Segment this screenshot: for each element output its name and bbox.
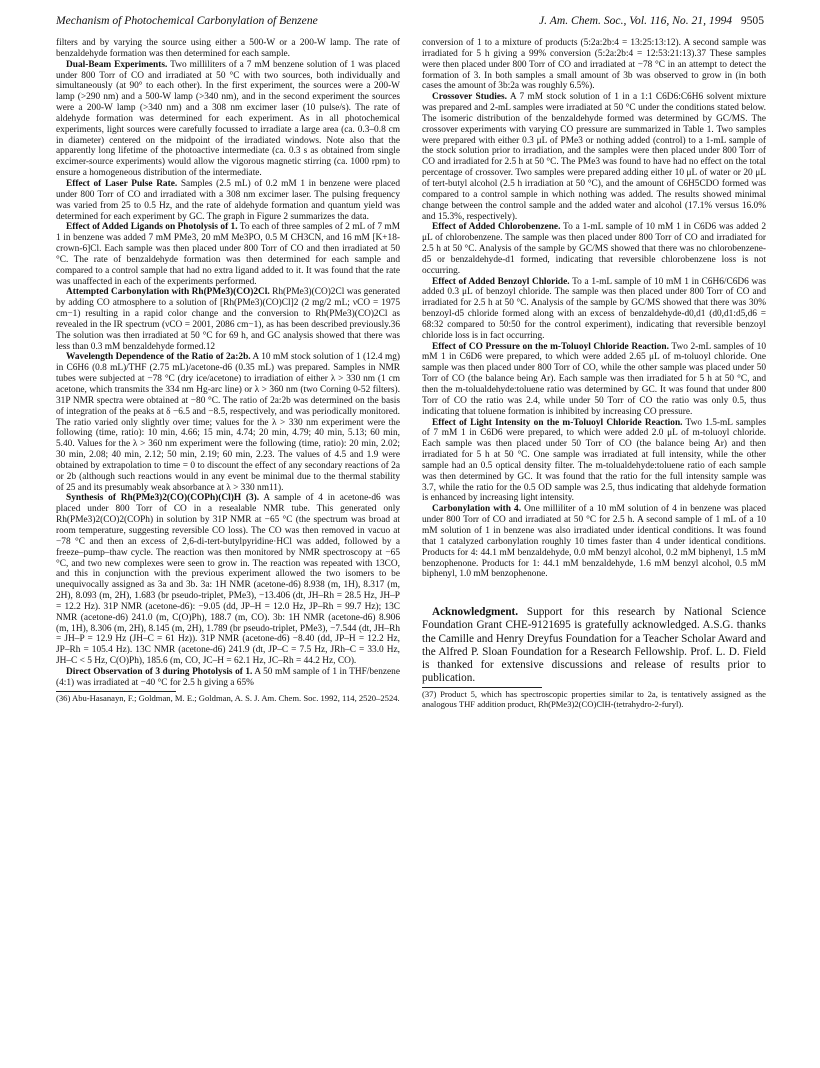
acknowledgment-text: Support for this research by National Science Foundation Grant CHE-9121695 is gratefully acknowledged. A.S.G. thanks the Camille and Henry Dreyfus Foundation for a Teacher Scholar Award and the Alfred P. Sloan Foundation for a Research Fellowship. Prof. L. D. Field is thanked for extensive discussions and release of results prior to publication.	[422, 606, 766, 685]
running-header	[56, 14, 764, 32]
right-column	[422, 38, 766, 709]
paragraph-text: One milliliter of a 10 mM solution of 4 in benzene was placed under 800 Torr of CO and irradiated at 50 °C for 2.5 h. A second sample of 1 mL of a 10 mM solution of 1 in benzene was also irradiated under identical conditions. It was found that 1 catalyzed carbonylation roughly 10 times faster than 4 under identical conditions. Products for 4: 44.1 mM benzaldehyde, 0.0 mM benzyl alcohol, 0.2 mM biphenyl, 1.5 mM benzophenone. Products for 1: 44.1 mM benzaldehyde, 1.6 mM benzyl alcohol, 0.5 mM biphenyl, 1.0 mM benzophenone.	[422, 504, 766, 580]
left-column	[56, 38, 400, 703]
run-in-heading: Dual-Beam Experiments.	[66, 59, 168, 70]
paragraph-text: filters and by varying the source using either a 500-W or a 200-W lamp. The rate of benzaldehyde formation was then determined for each sample.	[56, 38, 400, 59]
paragraph-text: Rh(PMe3)(CO)2Cl was generated by adding CO atmosphere to a solution of [Rh(PMe3)(CO)Cl]2 (2 mg/2 mL; νCO = 1975 cm−1) resulting in a rapid color change and the conversion to Rh(PMe3)(CO)2Cl as revealed in the IR spectrum (νCO = 2001, 2086 cm−1), as has been described previously.36 The solution was then irradiated at 50 °C for 69 h, and GC analysis showed that there was less than 0.3 mM benzaldehyde formed.12	[56, 287, 400, 352]
paragraph	[56, 179, 400, 222]
run-in-heading: Effect of Laser Pulse Rate.	[66, 178, 178, 189]
run-in-heading: Direct Observation of 3 during Photolysis of 1.	[66, 666, 253, 677]
paragraph-text: To a 1-mL sample of 10 mM 1 in C6D6 was added 2 μL of chlorobenzene. The sample was then placed under 800 Torr of CO and irradiated for 2.5 h at 50 °C. Analysis of the sample by GC/MS showed that there was no chlorobenzene-d5 or benzaldehyde-d1 formed, indicating that reversible chlorobenzene loss is not occurring.	[422, 222, 766, 276]
paragraph	[422, 277, 766, 342]
paragraph	[56, 60, 400, 179]
run-in-heading: Synthesis of Rh(PMe3)2(CO)(COPh)(Cl)H (3).	[66, 493, 260, 504]
paragraph	[56, 38, 400, 60]
footnote: (37) Product 5, which has spectroscopic properties similar to 2a, is tentatively assigned as the analogous THF addition product, Rh(PMe3)2(CO)ClH-(tetrahydro-2-furyl).	[422, 689, 766, 710]
paragraph-text: A 10 mM stock solution of 1 (12.4 mg) in C6H6 (0.8 mL)/THF (2.75 mL)/acetone-d6 (0.35 mL) was prepared. Samples in NMR tubes were subjected at −78 °C (dry ice/acetone) to irradiation of either λ > 330 nm (1 cm acetone, which transmits the 334 nm Hg-arc line) or λ > 360 nm (two Corning 0-52 filters). 31P NMR spectra were obtained at −80 °C. The ratio of 2a:2b was determined on the basis of integration of the peaks at δ −6.5 and −8.5, respectively, and was periodically monitored. The ratio varied only slightly over time; values for the λ > 330 nm experiment were the following (time, ratio): 10 min, 4.66; 15 min, 4.74; 20 min, 4.79; 40 min, 5.13; 60 min, 5.40. Values for the λ > 360 nm experiment were the following (time, ratio): 20 min, 2.02; 30 min, 2.08; 40 min, 2.12; 50 min, 2.19; 60 min, 2.23. The values of 4.5 and 1.9 were obtained by extrapolation to time = 0 to discount the effect of any secondary reactions of 2a or 2b (although such reactions would in any event be minimal due to the thermal stability of 25 and its presumably weak absorbance at λ > 330 nm11).	[56, 352, 400, 493]
acknowledgment-heading: Acknowledgment.	[432, 606, 519, 619]
paragraph-text: conversion of 1 to a mixture of products (5:2a:2b:4 = 13:25:13:12). A second sample was irradiated for 5 h giving a 99% conversion (5:2a:2b:4 = 12:53:21:13).37 These samples were then placed under 800 Torr of CO and irradiated at −78 °C in an attempt to detect the formation of 3. In both samples a small amount of 3b was observed to grow in (in both cases the amount of 3b:2a was roughly 6.5%).	[422, 38, 766, 92]
run-in-heading: Effect of Added Ligands on Photolysis of 1.	[66, 222, 238, 233]
paragraph	[422, 504, 766, 580]
journal-name: J. Am. Chem. Soc., Vol. 116, No. 21, 1994	[539, 14, 733, 27]
run-in-heading: Attempted Carbonylation with Rh(PMe3)(CO)2Cl.	[66, 287, 270, 298]
run-in-heading: Carbonylation with 4.	[432, 504, 522, 515]
paragraph	[422, 342, 766, 418]
page-number: 9505	[740, 14, 764, 27]
paragraph-text: Samples (2.5 mL) of 0.2 mM 1 in benzene were placed under 800 Torr of CO and irradiated with a 308 nm excimer laser. The pulsing frequency was varied from 25 to 0.5 Hz, and the rate of aldehyde formation and quantum yield was determined for each experiment by GC. The graph in Figure 2 summarizes the data.	[56, 178, 400, 222]
paragraph-text: Two 1.5-mL samples of 7 mM 1 in C6D6 were prepared, to which were added 2.0 μL of m-toluoyl chloride. Each sample was then placed under 50 Torr of CO (the balance being Ar) and then irradiated for 5 h at 50 °C. One sample was irradiated at full intensity, while the other sample had an 0.5 optical density filter. The m-tolualdehyde:toluene ratio of each sample was then determined by GC. It was found that the ratio for the full intensity sample was 3.7, while the ratio for the 0.5 OD sample was 2.5, thus indicating that aldehyde formation is enhanced by increasing light intensity.	[422, 417, 766, 504]
footnote-rule	[422, 687, 542, 688]
paragraph-text: A 50 mM sample of 1 in THF/benzene (4:1) was irradiated at −40 °C for 2.5 h giving a 65%	[56, 666, 400, 688]
paragraph	[422, 92, 766, 222]
run-in-heading: Effect of Added Chlorobenzene.	[432, 222, 561, 233]
paragraph	[56, 667, 400, 689]
paragraph-text: Two milliliters of a 7 mM benzene solution of 1 was placed under 800 Torr of CO and irradiated at 50 °C with two sources, both individually and simultaneously (at 90° to each other). In the first experiment, the sources were a 200-W lamp (>290 nm) and a 500-W lamp (>340 nm), and in the second experiment the sources were a 200-W lamp (>340 nm) and a 308 nm excimer laser (10 pulse/s). The rate of aldehyde formation was determined for each experiment. As in all photochemical experiments, light sources were carefully focussed to irradiate a large area (ca. 0.3–0.8 cm in diameter) centered on the midpoint of the irradiated windows. Note also that the apparently long lifetime of the photoactive intermediate (ca. 0.3 s as obtained from single excimer-source experiments) would allow the vigorous magnetic stirring (ca. 1000 rpm) to ensure a homogeneous distribution of the intermediate.	[56, 59, 400, 179]
paragraph	[422, 38, 766, 92]
footnote: (36) Abu-Hasanayn, F.; Goldman, M. E.; Goldman, A. S. J. Am. Chem. Soc. 1992, 114, 2520–2524.	[56, 692, 400, 703]
paragraph-text: A 7 mM stock solution of 1 in a 1:1 C6D6:C6H6 solvent mixture was prepared and 2-mL samples were irradiated at 50 °C under the conditions stated below. The isomeric distribution of the benzaldehyde formed was determined by GC/MS. The crossover experiments with varying CO pressure are summarized in Table 1. Two samples were prepared with either 0.3 μL of PMe3 or nothing added (control) to a 1-mL sample of the stock solution prior to irradiation, and the samples were then placed under 800 Torr of CO and irradiated for 2.5 h at 50 °C. The PMe3 was found to have had no effect on the total percentage of crossover. Two samples were prepared adding either 10 μL of water or 20 μL of tert-butyl alcohol (2.5 h irradiation at 50 °C), and the amount of C6H5CDO formed was compared to a control sample in which nothing was added. The results showed minimal change between the control sample and the added water and alcohol (17.1% versus 16.0% and 15.3%, respectively).	[422, 92, 766, 222]
paragraph	[56, 287, 400, 352]
paragraph-text: A sample of 4 in acetone-d6 was placed under 800 Torr of CO in a resealable NMR tube. This generated only Rh(PMe3)2(CO)2(COPh) in solution by 31P NMR at −65 °C (the spectrum was broad at room temperature, suggesting reversible CO loss). The CO was then removed in vacuo at −78 °C and then an excess of 2,6-di-tert-butylpyridine·HCl was added, followed by a freeze–pump–thaw cycle. The reaction was then monitored by NMR spectroscopy at −65 °C, and two new complexes were seen to grow in. The reaction was repeated with 13CO, and this in conjunction with the previous experiment allowed the two isomers to be unequivocally assigned as 3a and 3b. 3a: 1H NMR (acetone-d6) 8.938 (m, 1H), 8.317 (m, 2H), 8.093 (m, 2H), 1.683 (br pseudo-triplet, PMe3), −13.406 (dt, JH–Rh = 28.5 Hz, JH–P = 12.2 Hz). 31P NMR (acetone-d6): −9.05 (dd, JP–H = 12.0 Hz, JP–Rh = 99.7 Hz); 13C NMR (acetone-d6) 241.0 (m, C(O)Ph), 188.7 (m, CO). 3b: 1H NMR (acetone-d6) 8.906 (m, 1H), 8.306 (m, 2H), 8.145 (m, 2H), 1.789 (br pseudo-triplet, PMe3), −7.544 (dt, JH–Rh = JH–P = 12.9 Hz (JH–C = 61 Hz)). 31P NMR (acetone-d6) −8.40 (dd, JP–H = 12.2 Hz, JP–Rh = 105.4 Hz). 13C NMR (acetone-d6) 241.9 (dt, JP–C = 7.5 Hz, JRh–C = 33.0 Hz, JH–C < 5 Hz, C(O)Ph), 185.6 (m, CO, JC–H = 62.1 Hz, JC–Rh = 44.2 Hz, CO).	[56, 493, 400, 667]
paragraph	[422, 418, 766, 505]
run-in-heading: Effect of Light Intensity on the m-Toluoyl Chloride Reaction.	[432, 417, 683, 428]
running-title: Mechanism of Photochemical Carbonylation of Benzene	[56, 14, 318, 27]
paragraph	[56, 493, 400, 667]
paragraph	[422, 222, 766, 276]
footnote-rule	[56, 691, 176, 692]
paragraph	[56, 222, 400, 287]
paragraph	[56, 352, 400, 493]
run-in-heading: Effect of Added Benzoyl Chloride.	[432, 276, 570, 287]
run-in-heading: Wavelength Dependence of the Ratio of 2a:2b.	[66, 352, 251, 363]
run-in-heading: Crossover Studies.	[432, 92, 507, 103]
paragraph-text: To each of three samples of 2 mL of 7 mM 1 in benzene was added 7 mM PMe3, 20 mM Me3PO, 0.5 M CH3CN, and 16 mM [K+18-crown-6]Cl. Each sample was then placed under 800 Torr of CO and then irradiated at 50 °C. The rate of benzaldehyde formation was then determined for each sample and compared to a control sample that had no extra ligand added to it. It was found that the rate was unaffected in each of the experiments performed.	[56, 222, 401, 287]
run-in-heading: Effect of CO Pressure on the m-Toluoyl Chloride Reaction.	[432, 341, 669, 352]
paragraph-text: To a 1-mL sample of 10 mM 1 in C6H6/C6D6 was added 0.3 μL of benzoyl chloride. The sample was then placed under 800 Torr of CO and irradiated for 2.5 h at 50 °C. Analysis of the sample by GC/MS showed that there was 30% benzoyl-d5 chloride formed along with an excess of benzaldehyde-d0,d1 (d0,d1:d5,d6 = 68:32 compared to 50:50 for the control experiment), indicating that reversible benzoyl chloride loss is in fact occurring.	[422, 276, 766, 341]
acknowledgment	[422, 606, 766, 685]
journal-citation	[539, 14, 764, 27]
paragraph-text: Two 2-mL samples of 10 mM 1 in C6D6 were prepared, to which were added 2.65 μL of m-toluoyl chloride. One sample was then placed under 800 Torr of CO, while the other sample was placed under 50 Torr of CO (the balance being Ar). Each sample was then irradiated for 5 h at 50 °C, and then the m-tolualdehyde:toluene ratio was determined by GC. It was found that under 800 Torr of CO the ratio was 2.4, while under 50 Torr of CO the ratio was only 0.5, thus indicating that toluene formation is inhibited by increasing CO pressure.	[422, 341, 766, 417]
